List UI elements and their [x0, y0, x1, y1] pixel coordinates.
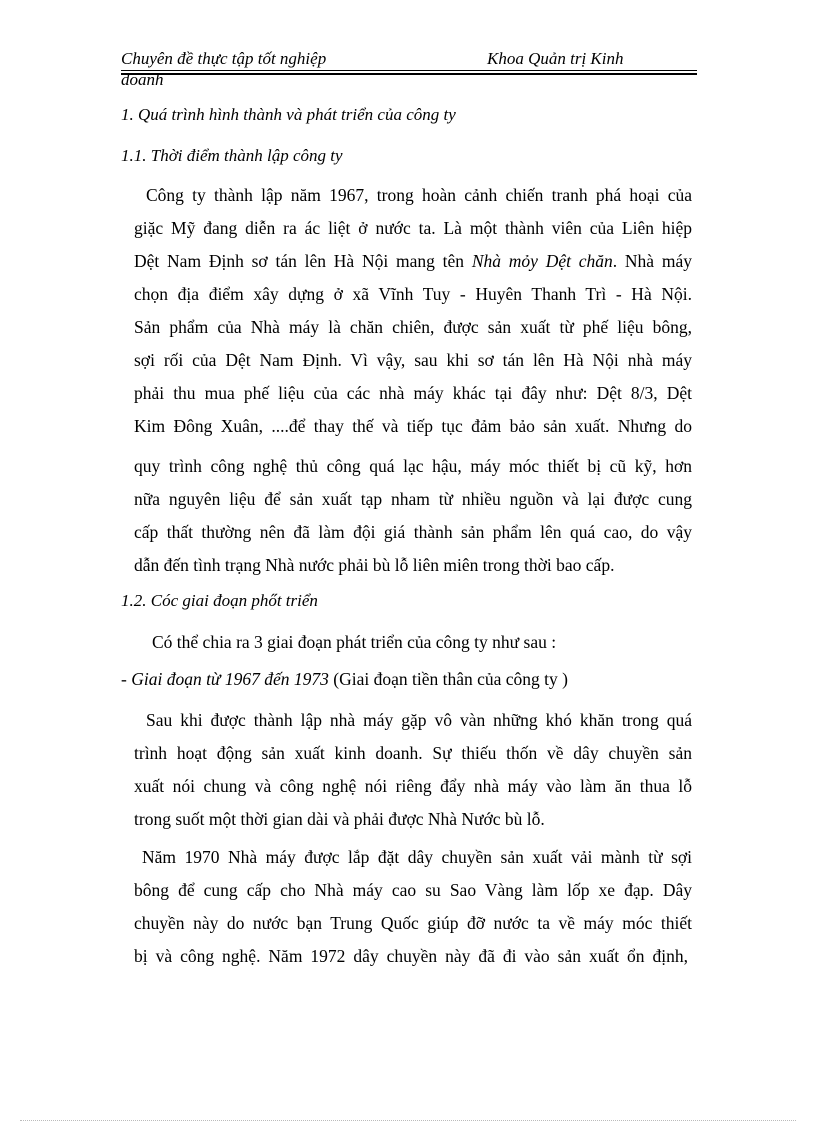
header-left: Chuyên đề thực tập tốt nghiệp [121, 49, 327, 68]
header-right: Khoa Quản trị Kinh [487, 49, 624, 68]
text-line: bông để cung cấp cho Nhà máy cao su Sao Vàng làm lốp xe đạp. Dây [134, 880, 692, 900]
text-line: nữa nguyên liệu để sản xuất tạp nham từ nhiều nguồn và lại được cung [134, 489, 692, 509]
header-rule-thin [121, 70, 697, 71]
text-line: chọn địa điểm xây dựng ở xã Vĩnh Tuy - Huyên Thanh Trì - Hà Nội. [134, 284, 692, 304]
text-line: giặc Mỹ đang diễn ra ác liệt ở nước ta. Là một thành viên của Liên hiệp [134, 218, 692, 238]
text-line: dẫn đến tình trạng Nhà nước phải bù lỗ liên miên trong thời bao cấp. [134, 555, 615, 575]
text-line: quy trình công nghệ thủ công quá lạc hậu, máy móc thiết bị cũ kỹ, hơn [134, 456, 692, 476]
text-line [134, 250, 692, 272]
header-wrap: doanh [121, 70, 164, 89]
stage-heading [121, 668, 568, 690]
text-line: Năm 1970 Nhà máy được lắp đặt dây chuyền sản xuất vải mành từ sợi [142, 847, 692, 867]
text-line: trong suốt một thời gian dài và phải được Nhà Nước bù lỗ. [134, 809, 545, 829]
text-line: trình hoạt động sản xuất kinh doanh. Sự thiếu thốn về dây chuyền sản [134, 743, 692, 763]
text-line: cấp thất thường nên đã làm đội giá thành sản phẩm lên quá cao, do vậy [134, 522, 692, 542]
page-bottom-border [20, 1120, 796, 1121]
text-line: sợi rối của Dệt Nam Định. Vì vậy, sau khi sơ tán lên Hà Nội nhà máy [134, 350, 692, 370]
text-run: . Nhà máy [612, 251, 692, 271]
text-line: Sản phẩm của Nhà máy là chăn chiên, được sản xuất từ phế liệu bông, [134, 317, 692, 337]
factory-name: Nhà mỏy Dệt chăn [471, 251, 613, 271]
stage-period: - Giai đoạn từ 1967 đến 1973 [121, 669, 329, 689]
text-line: xuất nói chung và công nghệ nói riêng đẩy nhà máy vào làm ăn thua lỗ [134, 776, 692, 796]
text-line: Công ty thành lập năm 1967, trong hoàn cảnh chiến tranh phá hoại của [146, 185, 692, 205]
text-line: bị và công nghệ. Năm 1972 dây chuyền này đã đi vào sản xuất ổn định, [134, 946, 688, 966]
text-line: phải thu mua phế liệu của các nhà máy khác tại đây như: Dệt 8/3, Dệt [134, 383, 692, 403]
subsection-heading-1-1: 1.1. Thời điểm thành lập công ty [121, 146, 343, 165]
section-heading: 1. Quá trình hình thành và phát triển của công ty [121, 105, 456, 124]
text-line: Sau khi được thành lập nhà máy gặp vô vàn những khó khăn trong quá [146, 710, 692, 730]
stage-description: (Giai đoạn tiền thân của công ty ) [328, 669, 568, 689]
paragraph-stages-intro: Có thể chia ra 3 giai đoạn phát triển của công ty như sau : [152, 632, 557, 652]
text-run: Dệt Nam Định sơ tán lên Hà Nội mang tên [134, 251, 472, 271]
header-rule-thick [121, 73, 697, 75]
text-line: chuyền này do nước bạn Trung Quốc giúp đỡ nước ta về máy móc thiết [134, 913, 692, 933]
subsection-heading-1-2: 1.2. Cóc giai đoạn phőt triển [121, 591, 318, 610]
text-line: Kim Đông Xuân, ....để thay thế và tiếp tục đảm bảo sản xuất. Nhưng do [134, 416, 692, 436]
